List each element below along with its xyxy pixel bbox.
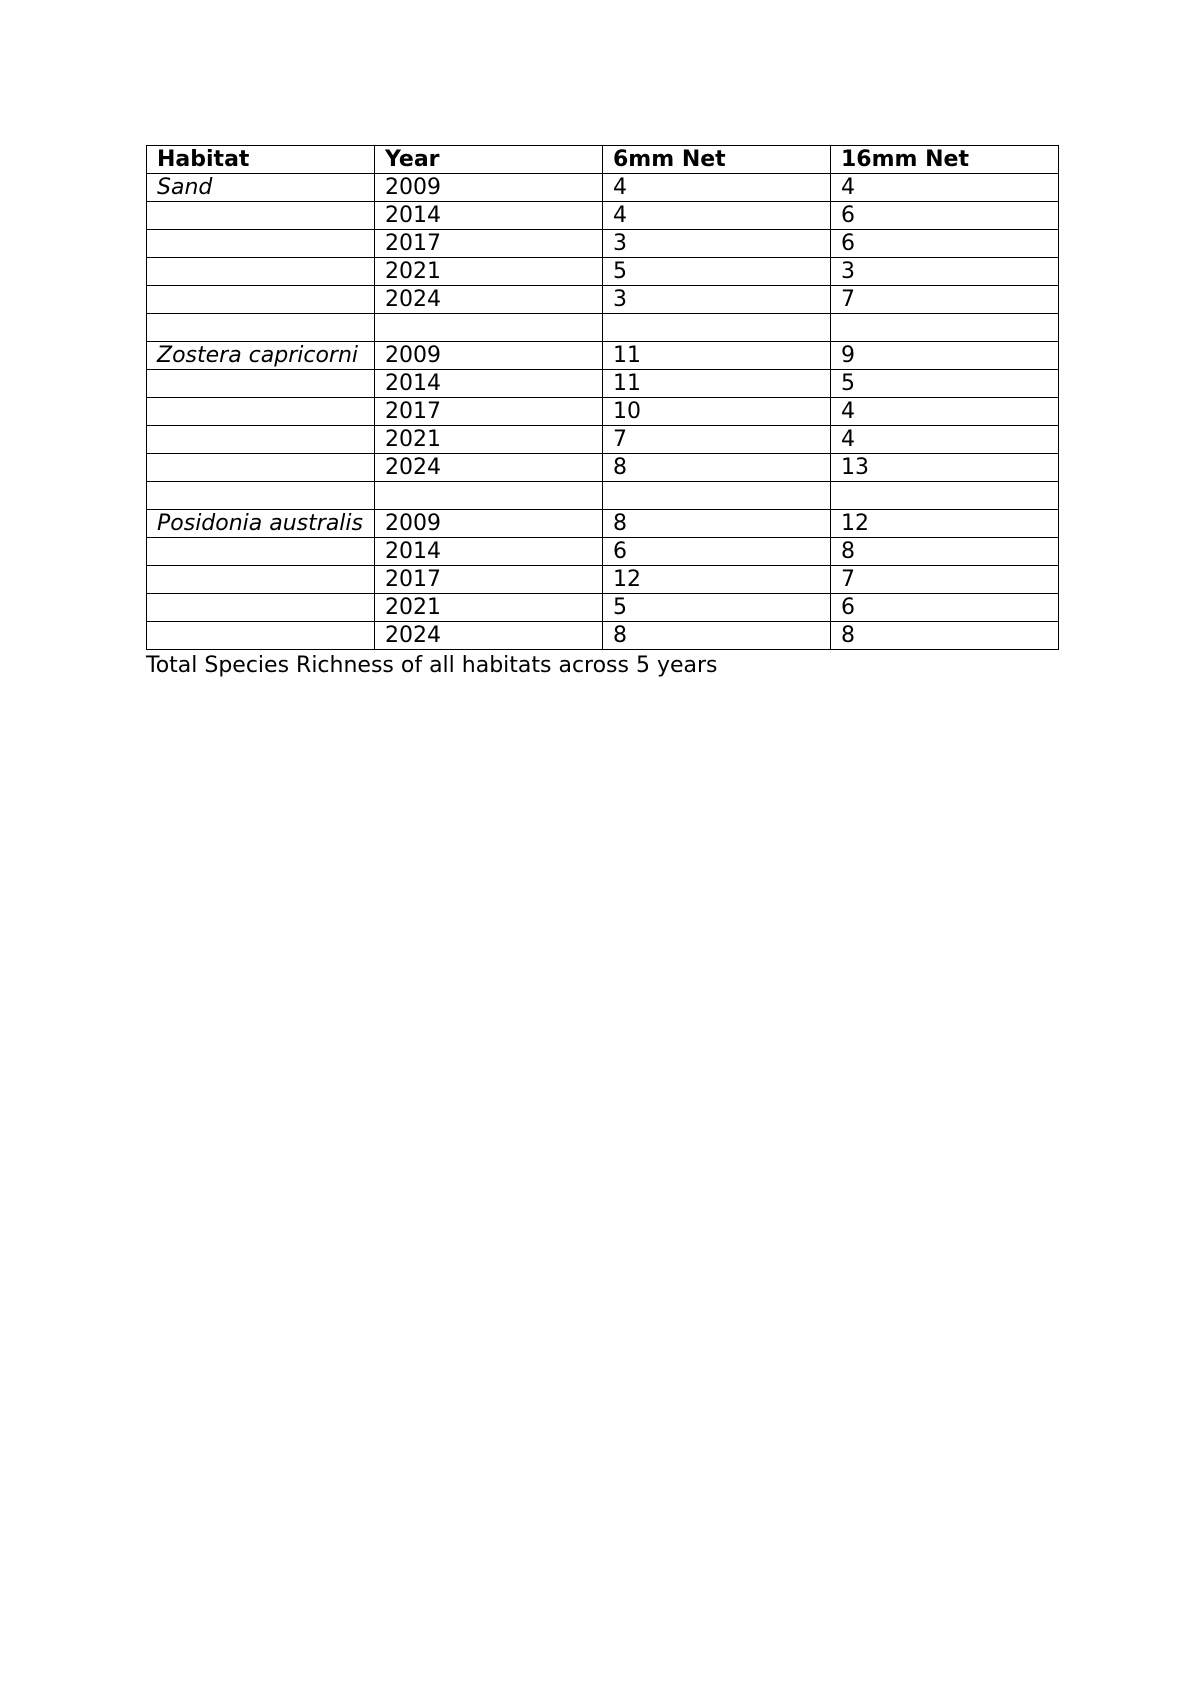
table-row (147, 538, 1059, 566)
net16-cell: 8 (831, 622, 1059, 650)
table-row (147, 286, 1059, 314)
year-cell: 2009 (375, 510, 603, 538)
year-cell: 2017 (375, 566, 603, 594)
habitat-cell-empty (147, 566, 375, 594)
year-cell: 2021 (375, 258, 603, 286)
habitat-cell-empty (147, 398, 375, 426)
table-row (147, 454, 1059, 482)
net6-cell: 3 (603, 230, 831, 258)
net6-cell: 3 (603, 286, 831, 314)
header-year: Year (375, 146, 603, 174)
year-cell: 2014 (375, 370, 603, 398)
year-cell: 2017 (375, 230, 603, 258)
net16-cell: 6 (831, 594, 1059, 622)
net6-cell: 12 (603, 566, 831, 594)
net6-cell: 8 (603, 510, 831, 538)
table-row (147, 398, 1059, 426)
habitat-cell-empty (147, 286, 375, 314)
net16-cell: 6 (831, 202, 1059, 230)
table-row (147, 258, 1059, 286)
table-row (147, 566, 1059, 594)
net6-cell: 10 (603, 398, 831, 426)
habitat-cell: Zostera capricorni (147, 342, 375, 370)
table-header-row (147, 146, 1059, 174)
table-row (147, 370, 1059, 398)
species-richness-table (146, 145, 1059, 650)
habitat-cell-empty (147, 426, 375, 454)
net6-cell: 5 (603, 594, 831, 622)
net6-cell: 8 (603, 454, 831, 482)
table-row (147, 622, 1059, 650)
net16-cell: 3 (831, 258, 1059, 286)
habitat-cell-empty (147, 230, 375, 258)
spacer-row (147, 314, 1059, 342)
net16-cell: 5 (831, 370, 1059, 398)
year-cell: 2024 (375, 286, 603, 314)
table-row (147, 174, 1059, 202)
header-16mm-net: 16mm Net (831, 146, 1059, 174)
header-habitat: Habitat (147, 146, 375, 174)
habitat-cell-empty (147, 370, 375, 398)
table-row (147, 202, 1059, 230)
habitat-cell: Posidonia australis (147, 510, 375, 538)
year-cell: 2009 (375, 174, 603, 202)
net6-cell: 11 (603, 342, 831, 370)
habitat-cell-empty (147, 202, 375, 230)
habitat-cell-empty (147, 454, 375, 482)
year-cell: 2017 (375, 398, 603, 426)
year-cell: 2021 (375, 426, 603, 454)
net6-cell: 5 (603, 258, 831, 286)
net6-cell: 6 (603, 538, 831, 566)
habitat-cell-empty (147, 258, 375, 286)
net6-cell: 8 (603, 622, 831, 650)
net6-cell: 4 (603, 202, 831, 230)
habitat-cell-empty (147, 594, 375, 622)
year-cell: 2014 (375, 202, 603, 230)
year-cell: 2009 (375, 342, 603, 370)
net16-cell: 13 (831, 454, 1059, 482)
spacer-row (147, 482, 1059, 510)
year-cell: 2024 (375, 622, 603, 650)
table-body (147, 174, 1059, 650)
year-cell: 2024 (375, 454, 603, 482)
net16-cell: 7 (831, 286, 1059, 314)
year-cell: 2021 (375, 594, 603, 622)
net6-cell: 4 (603, 174, 831, 202)
habitat-cell-empty (147, 622, 375, 650)
net16-cell: 4 (831, 174, 1059, 202)
net16-cell: 7 (831, 566, 1059, 594)
document-page (146, 145, 1058, 679)
net16-cell: 8 (831, 538, 1059, 566)
table-row (147, 426, 1059, 454)
table-row (147, 594, 1059, 622)
net16-cell: 4 (831, 426, 1059, 454)
net6-cell: 11 (603, 370, 831, 398)
table-row (147, 510, 1059, 538)
net6-cell: 7 (603, 426, 831, 454)
net16-cell: 6 (831, 230, 1059, 258)
year-cell: 2014 (375, 538, 603, 566)
habitat-cell-empty (147, 538, 375, 566)
habitat-cell: Sand (147, 174, 375, 202)
table-row (147, 230, 1059, 258)
net16-cell: 4 (831, 398, 1059, 426)
header-6mm-net: 6mm Net (603, 146, 831, 174)
table-row (147, 342, 1059, 370)
net16-cell: 12 (831, 510, 1059, 538)
net16-cell: 9 (831, 342, 1059, 370)
table-caption: Total Species Richness of all habitats across 5 years (146, 653, 718, 678)
